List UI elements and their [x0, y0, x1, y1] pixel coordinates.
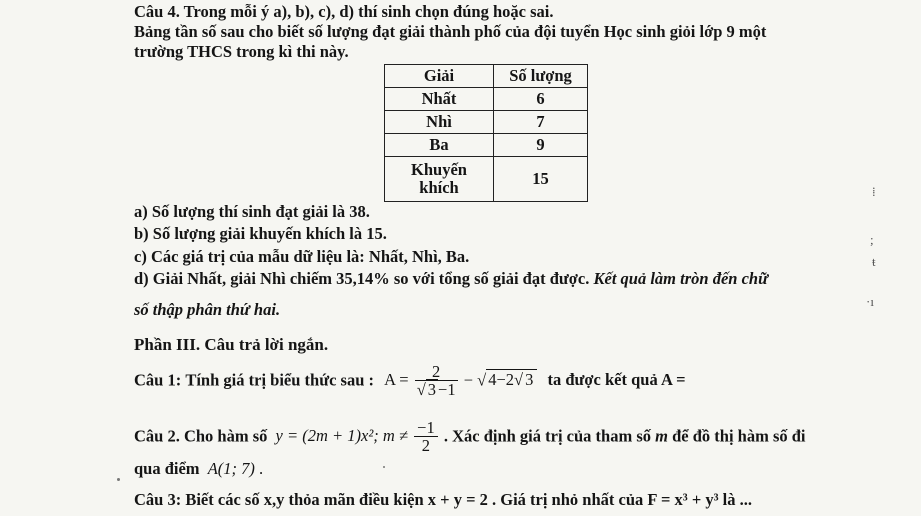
cell-count: 15: [494, 157, 588, 202]
q2-fraction: [414, 420, 438, 455]
q1-den-radicand: 3: [427, 380, 437, 399]
statement-d-main: d) Giải Nhất, giải Nhì chiếm 35,14% so với tổng số giải đạt được.: [134, 269, 590, 288]
header-count: Số lượng: [494, 65, 588, 88]
q1-tail: ta được kết quả A =: [547, 370, 686, 390]
scan-mark: ;: [870, 232, 874, 247]
cell-count: 7: [494, 111, 588, 134]
q1-den-tail: −1: [438, 380, 456, 399]
q2-formula: y = (2m + 1)x²; m ≠: [275, 426, 409, 446]
q2-point: A(1; 7): [207, 459, 255, 478]
q3-text: Biết các số x,y thỏa mãn điều kiện x + y = 2 . Giá trị nhỏ nhất của F = x³ + y³ là ...: [185, 490, 753, 509]
cell-count: 6: [494, 88, 588, 111]
q1-radicand-head: 4−2: [488, 370, 515, 390]
q2-text-post: . Xác định giá trị của tham số: [443, 426, 652, 446]
part3-q3: [134, 490, 752, 510]
frequency-table: [384, 64, 588, 202]
cell-count: 9: [494, 134, 588, 157]
q2-line2-post: .: [259, 459, 264, 478]
q1-text: Tính giá trị biểu thức sau :: [185, 370, 375, 390]
part3-q2-line2: [134, 459, 263, 479]
statement-a: a) Số lượng thí sinh đạt giải là 38.: [134, 202, 370, 221]
table-row: [385, 157, 588, 202]
cell-prize: Ba: [385, 134, 494, 157]
q2-line2-pre: qua điểm: [134, 459, 200, 478]
q4-intro-line2: trường THCS trong kì thi này.: [134, 42, 349, 61]
q3-label: Câu 3:: [134, 490, 182, 509]
table-row: [385, 88, 588, 111]
q1-frac-den: √ 3 −1: [416, 380, 456, 399]
q1-frac-num: 2: [415, 364, 458, 381]
table-row: [385, 134, 588, 157]
statement-d: [134, 269, 768, 289]
q2-text-post2: để đồ thị hàm số đi: [672, 426, 806, 446]
scan-mark: ·ı: [866, 294, 874, 309]
q1-radicand-inner: 3: [525, 370, 534, 390]
statement-d-italic-cont: số thập phân thứ hai.: [134, 300, 281, 319]
cell-prize: [385, 157, 494, 202]
q1-sqrt: √ 4−2√ 3: [477, 369, 537, 389]
statement-c: c) Các giá trị của mẫu dữ liệu là: Nhất, Nhì, Ba.: [134, 247, 470, 266]
table-row: [385, 111, 588, 134]
cell-prize: Nhất: [385, 88, 494, 111]
scan-dot: [383, 466, 385, 468]
q4-heading: Câu 4. Trong mỗi ý a), b), c), d) thí sinh chọn đúng hoặc sai.: [134, 2, 554, 21]
q2-text-pre: Cho hàm số: [183, 426, 268, 446]
q1-minus: −: [463, 370, 474, 390]
q4-intro-line1: Bảng tần số sau cho biết số lượng đạt giải thành phố của đội tuyển Học sinh giỏi lớp 9 một: [134, 22, 767, 41]
scan-mark: ŧ: [872, 254, 876, 269]
q2-label: Câu 2.: [134, 426, 180, 446]
q1-fraction: [415, 364, 458, 399]
q2-param: m: [655, 426, 668, 446]
cell-prize-line2: khích: [419, 178, 459, 197]
scan-mark: ⁞: [872, 184, 876, 199]
header-prize: Giải: [385, 65, 494, 88]
q1-lhs: A =: [384, 370, 409, 390]
q2-frac-num: −1: [414, 420, 438, 437]
scan-dot: [117, 478, 120, 481]
q1-label: Câu 1:: [134, 370, 182, 390]
cell-prize: Nhì: [385, 111, 494, 134]
part3-q2: [134, 420, 806, 455]
statement-d-italic: Kết quả làm tròn đến chữ: [593, 269, 768, 288]
statement-b: b) Số lượng giải khuyến khích là 15.: [134, 224, 387, 243]
part3-q1: [134, 364, 685, 399]
part3-heading: Phần III. Câu trả lời ngắn.: [134, 335, 329, 354]
q2-frac-den: 2: [421, 436, 431, 455]
cell-prize-line1: Khuyến: [411, 160, 467, 179]
table-header-row: [385, 65, 588, 88]
